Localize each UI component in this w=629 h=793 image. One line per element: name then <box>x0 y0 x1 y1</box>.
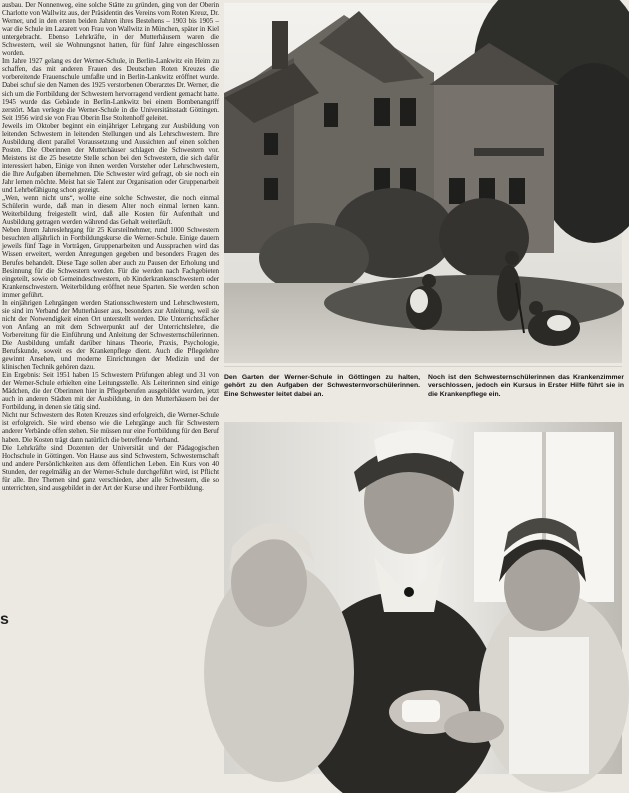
first-aid-lesson-illustration <box>224 422 622 774</box>
photo-caption-right: Noch ist den Schwesternschülerinnen das Krankenzimmer verschlossen, jedoch ein Kursus in Erster Hilfe führt sie in die Krankenpflege ein. <box>428 374 624 398</box>
article-paragraph: Nicht nur Schwestern des Roten Kreuzes sind erfolgreich, die Werner-Schule ist erfolgreich. Sie wird ebenso wie die Lehrgänge auch für Schwestern anderer Verbände offen stehen. Sie müssen nur eine Fortbildung für den Beruf haben. Die Kosten trägt dann natürlich die betreffende Verband. <box>2 411 219 444</box>
caption-separator <box>224 366 622 367</box>
garden-villa-illustration <box>224 3 622 363</box>
binding-edge-mark: s <box>0 611 9 628</box>
article-paragraph: Ein Ergebnis: Seit 1951 haben 15 Schwestern Prüfungen ablegt und 31 von der Werner-Schule erhielten eine Leitungsstelle. Als Leiterinnen sind einige Mädchen, die der Oberinnen hier in Pflegeberufen ausgebildet wurden, jetzt auch in anderen Städten mit der Ausbildung, in den Mutterhäusern bei der Fortbildung, in denen sie tätig sind. <box>2 371 219 412</box>
article-paragraph: Jeweils im Oktober beginnt ein einjähriger Lehrgang zur Ausbildung von leitenden Schwestern in leitenden Stellungen und als Lehrschwestern. Ihre Ausbildung dient parallel Voraussetzung und Aussichten auf einen solchen Posten. Die Oberinnen der Mutterhäuser schlagen die Schwestern vor. Meistens ist die 25 besetzte Stelle schon bei den Schwestern, die sich dafür interessiert haben, Einige von ihnen werden Vorsteher oder Lehrschwestern, die Ihre Aufgaben übernehmen. Die Schwester wird gefragt, ob sie noch ein Jahr lernen möchte. Meist hat sie Talent zur Organisation oder Gruppenarbeit und Lehrbefähigung schon gezeigt. <box>2 121 219 195</box>
article-paragraph: „Wen, wenn nicht uns“, wollte eine solche Schwester, die noch einmal Schülerin wurde, daß man in diesem Alter noch einmal lernen kann. Weiterbildung freigestellt wird, daß alle Kosten für Aufenthalt und Ausbildung getragen werden während das Gehalt weiterläuft. <box>2 194 219 227</box>
article-paragraph: Neben ihrem Jahreslehrgang für 25 Kursteilnehmer, rund 1000 Schwestern besuchten alljährlich in Fortbildungskurse die Werner-Schule. Einige dauern jeweils fünf Tage in Vorträgen, Gruppenarbeiten und Aussprachen wird das Wissen erweitert, werden Anregungen gegeben und besonders Fragen des Berufes behandelt. Diese Tage sollen aber auch zu Pausen der Erholung und Besinnung für die Schwestern werden. Für die werden nach Fachgebieten eingeteilt, sowie ob Gemeindeschwestern, ob Kinderkrankenschwestern oder Krankenschwestern. Weiterbildung eröffnet neue Sparten. Sie werden schon immer geführt. <box>2 226 219 299</box>
article-text-column <box>2 1 219 781</box>
article-paragraph: ausbau. Der Nonnenweg, eine solche Stätte zu gründen, ging von der Oberin Charlotte von Wallwitz aus, der Präsidentin des Vereins vom Roten Kreuz, Dr. Werner, und in den ersten beiden Jahren ihres Bestehens – 1903 bis 1905 – war die Schule im Lazarett von Frau von Wallwitz in München, später in Kiel untergebracht. Ebenso Lehrkräfte, in der Mutterhäusern waren die Schwestern, weil sie Wohnungsnot hatten, für fünf Jahre eingeschlossen worden. <box>2 1 219 58</box>
first-aid-lesson-photo <box>224 422 622 774</box>
article-paragraph: In einjährigen Lehrgängen werden Stationsschwestern und Lehrschwestern, sie sind im Verband der Mutterhäuser aus, besonders zur Anleitung, weil sie nicht der Notwendigkeit einen Ort unterstellt werden. Die Unterrichtsfächer von Anfang an mit dem Schwerpunkt auf der Unterrichtslehre, die Vorbereitung für die Einführung und Anleitung der Schwesternschülerinnen. Die Ausbildung umfaßt darüber hinaus Theorie, Praxis, Psychologie, Berufskunde, soweit es der Krankenpflege dient. Auch die Pflegelehre gewinnt Ansehen, und moderne Einrichtungen der Medizin und der klinischen Technik gehören dazu. <box>2 298 219 372</box>
article-paragraph: Die Lehrkräfte sind Dozenten der Universität und der Pädagogischen Hochschule in Göttingen. Von Hause aus sind Schwestern, Schwesternschaft und andere Persönlichkeiten aus dem öffentlichen Leben. Ein Kurs von 40 Stunden, der regelmäßig an der Werner-Schule durchgeführt wird, ist Pflicht für alle. Ihre Themen sind ganz verschieden, aber alle Schwestern, die so unterrichten, sind ausgebildet in der Art der Kurse und ihrer Fortbildung. <box>2 443 219 492</box>
article-paragraph: Im Jahre 1927 gelang es der Werner-Schule, in Berlin-Lankwitz ein Heim zu schaffen, das mit anderen Frauen des Deutschen Roten Kreuzes die vorbereitende Frauenschule umfaßte und in Berlin-Lankwitz eröffnet wurde. Dabei schuf sie den Namen des 1925 verstorbenen Oberarztes Dr. Werner, die sich um die Fortbildung der Schwestern hervorragend verdient gemacht hatte. 1945 wurde das Gebäude in Berlin-Lankwitz bei einem Bombenangriff zerstört. Man verlegte die Werner-Schule in die Universitätsstadt Göttingen. Seit 1956 wird sie von Frau Oberin Ilse Stoltenhoff geleitet. <box>2 57 219 122</box>
garden-villa-photo <box>224 3 622 363</box>
photo-caption-left: Den Garten der Werner-Schule in Göttingen zu halten, gehört zu den Aufgaben der Schwesternvorschülerinnen. Eine Schwester leitet dabei an. <box>224 374 420 398</box>
